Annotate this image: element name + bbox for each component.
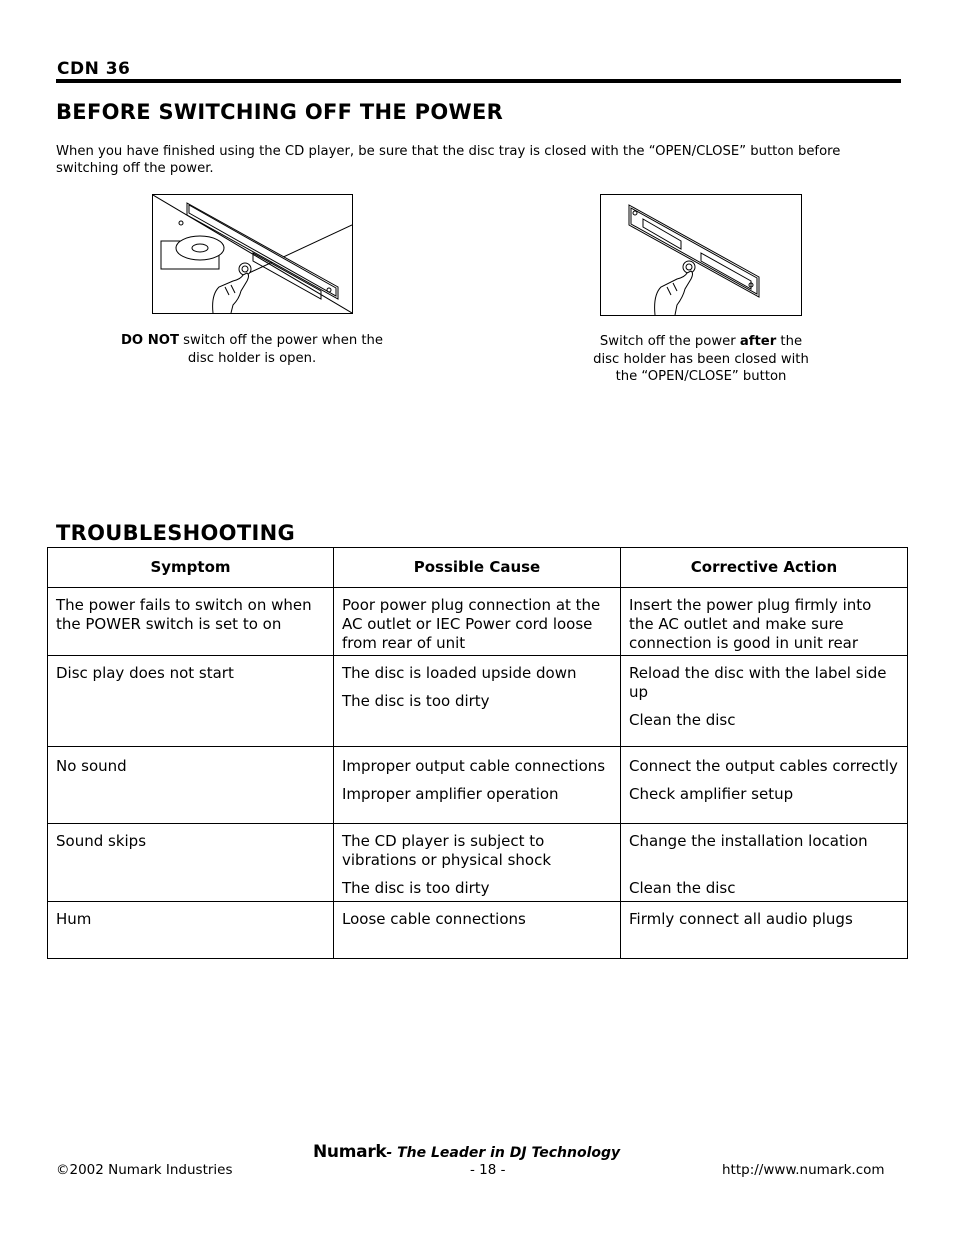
figure-tray-closed — [600, 194, 802, 316]
cause-cell: The disc is too dirty — [342, 692, 490, 710]
caption-tray-open — [120, 332, 384, 367]
column-header-action: Corrective Action — [621, 548, 908, 588]
header-divider — [56, 79, 901, 83]
symptom-cell: The power fails to switch on when the POWER switch is set to on — [56, 596, 312, 633]
table-header-row — [48, 548, 908, 588]
footer-page-number: - 18 - — [470, 1162, 506, 1178]
caption-proper-bold: after — [739, 334, 777, 349]
footer-tagline: - The Leader in DJ Technology — [386, 1145, 621, 1161]
action-cell: Reload the disc with the label side up — [629, 664, 887, 701]
action-cell: Connect the output cables correctly — [629, 757, 898, 775]
intro-paragraph: When you have finished using the CD player, be sure that the disc tray is closed with the “OPEN/CLOSE” button before switching off the power. — [56, 144, 841, 176]
action-cell: Change the installation location — [629, 832, 868, 850]
troubleshooting-table — [47, 547, 908, 959]
cause-cell: The disc is too dirty — [342, 879, 490, 897]
symptom-cell: Hum — [56, 910, 92, 928]
cause-cell: Poor power plug connection at the AC outlet or IEC Power cord loose from rear of unit — [342, 596, 601, 652]
cause-cell: Improper amplifier operation — [342, 785, 559, 803]
action-cell: Check amplifier setup — [629, 785, 794, 803]
action-cell: Insert the power plug firmly into the AC outlet and make sure connection is good in unit rear — [629, 596, 872, 652]
table-row — [48, 656, 908, 747]
section-title-before-switching: BEFORE SWITCHING OFF THE POWER — [56, 100, 504, 124]
caption-warning-bold: DO NOT — [120, 333, 179, 348]
cd-player-tray-open-illustration — [153, 195, 352, 313]
cause-cell: Improper output cable connections — [342, 757, 606, 775]
cause-cell: The disc is loaded upside down — [342, 664, 577, 682]
action-cell: Clean the disc — [629, 879, 736, 897]
figure-tray-open — [152, 194, 353, 314]
table-row — [48, 588, 908, 656]
action-cell: Clean the disc — [629, 711, 736, 729]
cd-player-tray-closed-illustration — [601, 195, 801, 315]
symptom-cell: No sound — [56, 757, 127, 775]
document-model-header: CDN 36 — [57, 59, 131, 79]
column-header-cause: Possible Cause — [334, 548, 621, 588]
symptom-cell: Sound skips — [56, 832, 147, 850]
symptom-cell: Disc play does not start — [56, 664, 234, 682]
table-row — [48, 902, 908, 959]
action-cell: Firmly connect all audio plugs — [629, 910, 853, 928]
footer-copyright: ©2002 Numark Industries — [56, 1162, 233, 1178]
table-row — [48, 747, 908, 824]
caption-proper-text-pre: Switch off the power — [599, 334, 740, 349]
caption-tray-closed — [588, 333, 814, 386]
cause-cell: The CD player is subject to vibrations or physical shock — [342, 832, 552, 869]
numark-logo: Numark — [313, 1142, 387, 1162]
footer-brand-line — [313, 1142, 620, 1162]
section-title-troubleshooting: TROUBLESHOOTING — [56, 521, 295, 545]
cause-cell: Loose cable connections — [342, 910, 526, 928]
caption-proper-text-post: the disc holder has been closed with the “OPEN/CLOSE” button — [593, 334, 809, 384]
table-row — [48, 824, 908, 902]
footer-website-link[interactable]: http://www.numark.com — [722, 1162, 885, 1178]
caption-warning-text: switch off the power when the disc holder is open. — [178, 333, 384, 366]
column-header-symptom: Symptom — [48, 548, 334, 588]
